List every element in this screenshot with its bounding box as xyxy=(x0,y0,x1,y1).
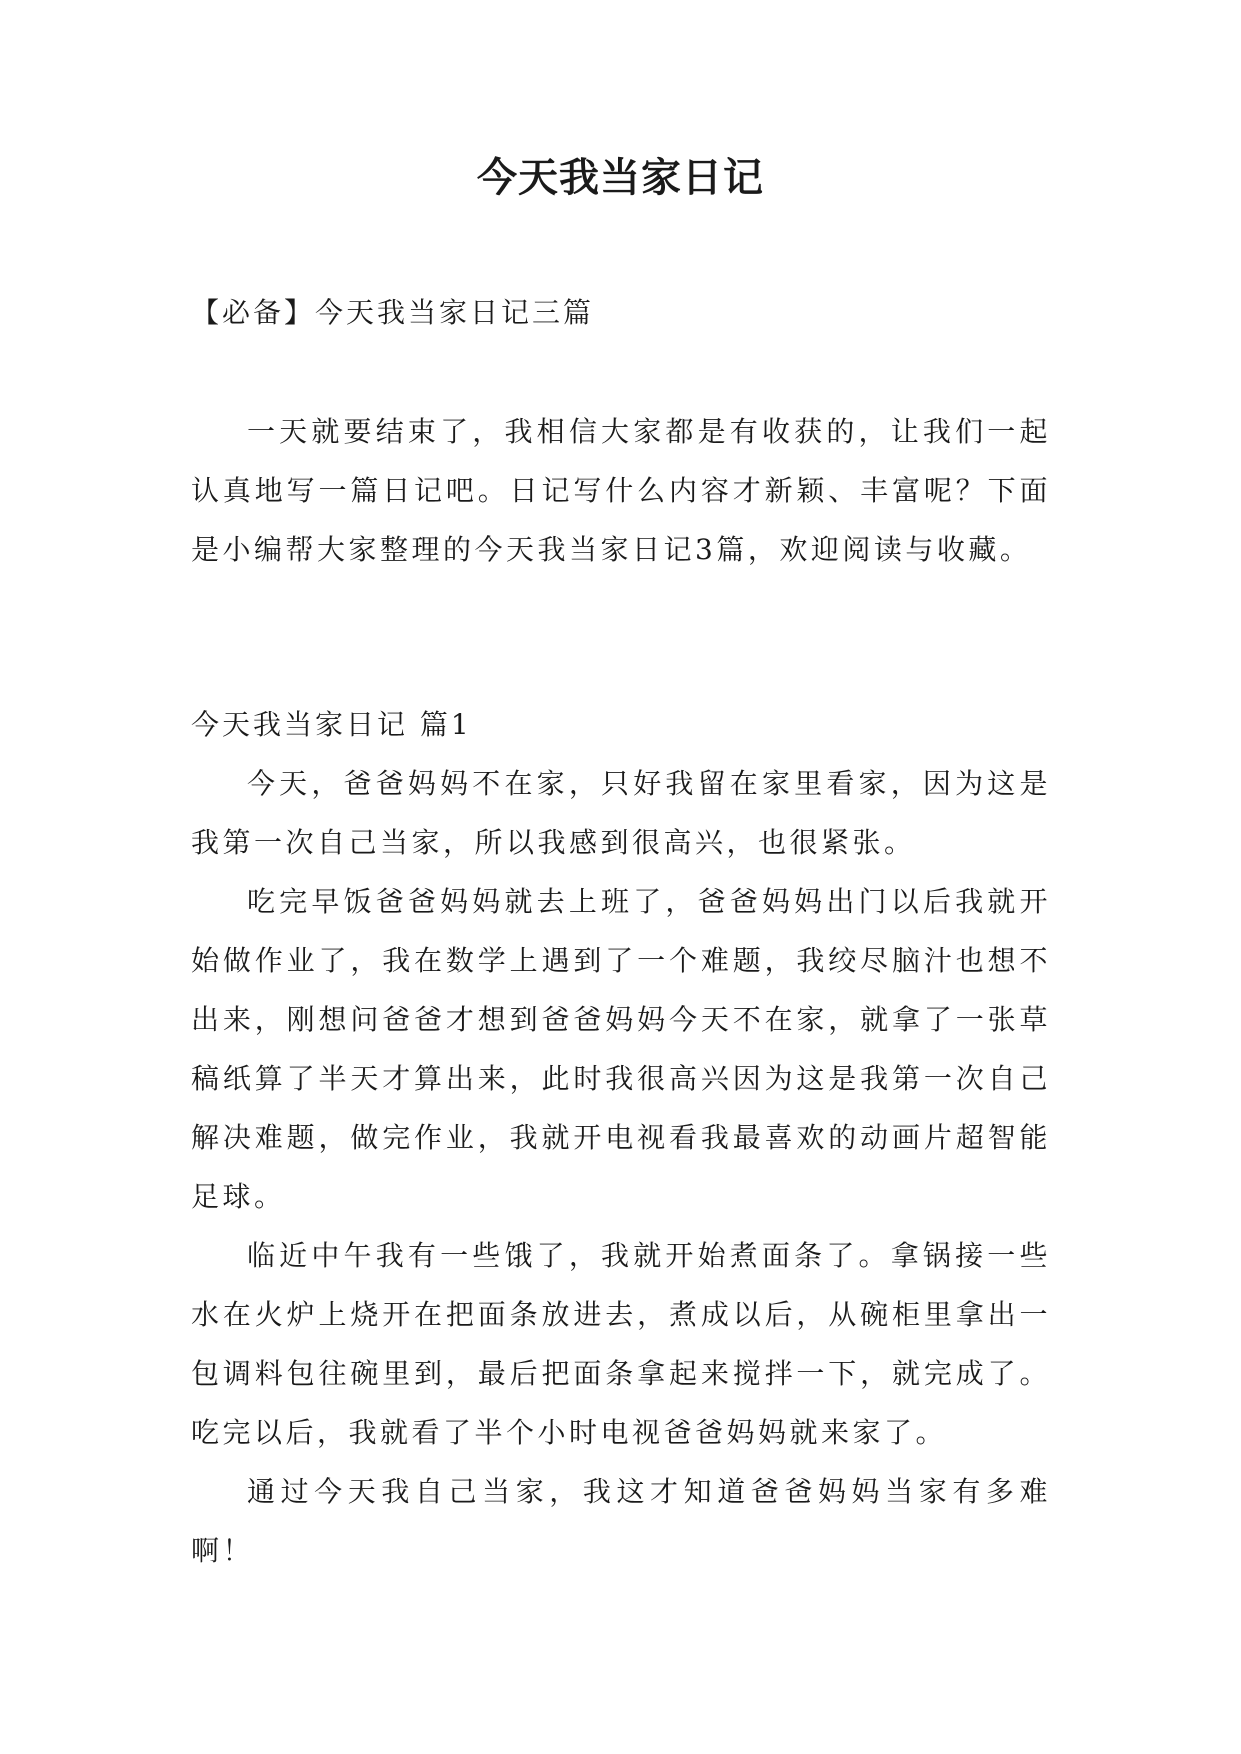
document-subtitle: 【必备】今天我当家日记三篇 xyxy=(191,296,595,329)
body-paragraph: 今天，爸爸妈妈不在家，只好我留在家里看家，因为这是我第一次自己当家，所以我感到很高兴，也很紧张。 xyxy=(191,767,1051,859)
body-paragraph: 临近中午我有一些饿了，我就开始煮面条了。拿锅接一些水在火炉上烧开在把面条放进去，煮成以后，从碗柜里拿出一包调料包往碗里到，最后把面条拿起来搅拌一下，就完成了。吃完以后，我就看了半个小时电视爸爸妈妈就来家了。 xyxy=(191,1239,1051,1449)
section-heading: 今天我当家日记 篇1 xyxy=(191,708,472,741)
intro-section xyxy=(191,402,1051,579)
document-title: 今天我当家日记 xyxy=(477,155,764,201)
body-paragraph: 吃完早饭爸爸妈妈就去上班了，爸爸妈妈出门以后我就开始做作业了，我在数学上遇到了一个难题，我绞尽脑汁也想不出来，刚想问爸爸才想到爸爸妈妈今天不在家，就拿了一张草稿纸算了半天才算出来，此时我很高兴因为这是我第一次自己解决难题，做完作业，我就开电视看我最喜欢的动画片超智能足球。 xyxy=(191,885,1051,1213)
body-paragraph: 通过今天我自己当家，我这才知道爸爸妈妈当家有多难啊！ xyxy=(191,1475,1051,1567)
intro-paragraph: 一天就要结束了，我相信大家都是有收获的，让我们一起认真地写一篇日记吧。日记写什么内容才新颖、丰富呢？下面是小编帮大家整理的今天我当家日记3篇，欢迎阅读与收藏。 xyxy=(191,415,1051,566)
diary-body xyxy=(191,754,1051,1580)
